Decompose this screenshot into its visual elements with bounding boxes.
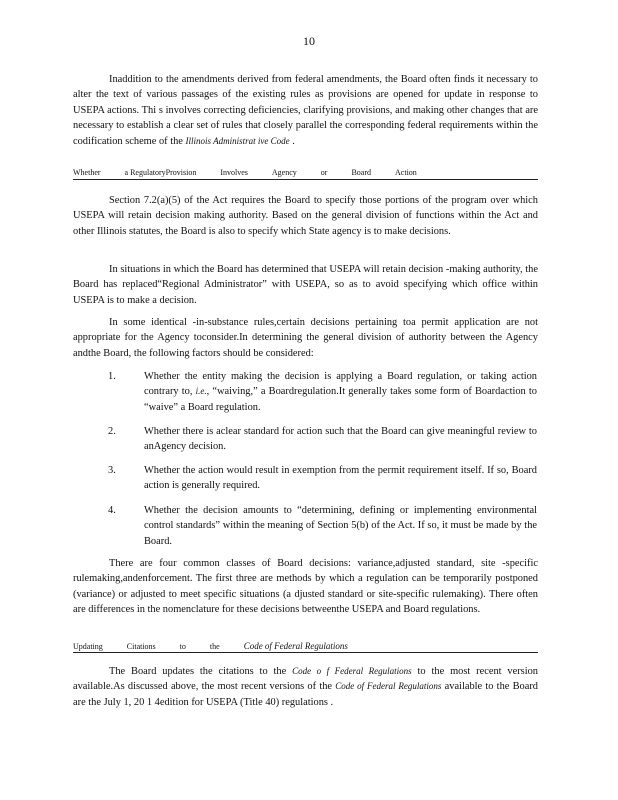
decision-classes-paragraph: There are four common classes of Board decisions: variance,adjusted standard, site -specific rulemaking,andenforcement. The first three are methods by which a regulation can be temporarily postponed (variance) or adjusted to meet specific situations (a djusted standard or site-specific rulemaking). There often are differences in the nomenclature for these decisions betweenthe USEPA and Board regulations. xyxy=(73,558,538,616)
factor-number: 2. xyxy=(108,426,116,437)
page-number: 10 xyxy=(303,34,315,48)
factor-number: 3. xyxy=(108,465,116,476)
updates-paragraph xyxy=(73,664,538,710)
updates-italic-cfr-2: Code of Federal Regulations xyxy=(335,681,442,692)
heading-word: Agency xyxy=(271,168,297,177)
updates-text-b: to the most recent version available.As discussed above, the most recent versions of the xyxy=(73,666,538,693)
heading-word: to xyxy=(179,642,186,651)
section-72-paragraph: Section 7.2(a)(5) of the Act requires the Board to specify those portions of the program over which USEPA will retain decision making authority. Based on the general division of functions within the Act and other Illinois statutes, the Board is also to specify which State agency is to make decisions. xyxy=(73,195,538,237)
factor-text: Whether the decision amounts to “determining, defining or implementing environmental control standards” within the meaning of Section 5(b) of the Act. If so, it must be made by the Board. xyxy=(144,505,537,547)
situations-paragraph: In situations in which the Board has determined that USEPA will retain decision -making authority, the Board has replaced“Regional Administrator” with USEPA, so as to avoid specifying which office within USEPA is to make a decision. xyxy=(73,264,538,306)
heading-word: or xyxy=(320,168,328,177)
factor-text: Whether the action would result in exemption from the permit requirement itself. If so, Board action is generally required. xyxy=(144,465,537,492)
heading-agency-board xyxy=(73,168,538,180)
factor-number: 1. xyxy=(108,371,116,382)
factor-text-a: Whether the entity making the decision is applying a Board regulation, or taking action contrary to, xyxy=(144,371,537,398)
heading-word: a RegulatoryProvision xyxy=(124,168,197,177)
factor-italic: i.e. xyxy=(195,386,207,397)
factor-number: 4. xyxy=(108,505,116,516)
heading-italic-title: Code of Federal Regulations xyxy=(243,641,348,651)
factor-text xyxy=(144,369,537,415)
updates-italic-cfr: Code o f Federal Regulations xyxy=(292,666,412,676)
intro-italic-title: Illinois Administrat ive Code xyxy=(185,135,290,146)
intro-text: Inaddition to the amendments derived from federal amendments, the Board often finds it necessary to alter the text of various passages of the existing rules as provisions are opened for update in response to USEPA actions. Thi s involves correcting deficiencies, clarifying provisions, and making other changes that are necessary to establish a clear set of rules that closely parallel the corresponding federal requirements within the codification scheme of the xyxy=(73,74,538,147)
heading-word: Board xyxy=(351,168,372,177)
heading-word: Citations xyxy=(126,642,156,651)
heading-word: Updating xyxy=(73,642,103,651)
identical-paragraph: In some identical -in-substance rules,certain decisions pertaining toa permit application are not appropriate for the Agency toconsider.In determining the general division of authority between the Agency andthe Board, the following factors should be considered: xyxy=(73,317,538,359)
heading-updating-citations xyxy=(73,641,538,653)
factor-text: Whether there is aclear standard for action such that the Board can give meaningful review to anAgency decision. xyxy=(144,426,537,453)
intro-paragraph xyxy=(73,72,538,149)
intro-end: . xyxy=(292,135,295,147)
updates-text-c: available to the Board are the July 1, 20 1 4edition for USEPA (Title 40) regulations . xyxy=(73,681,539,708)
heading-word: Involves xyxy=(220,168,248,177)
heading-word: Action xyxy=(395,168,417,177)
heading-word: Whether xyxy=(73,168,101,177)
heading-word: the xyxy=(209,642,220,651)
updates-text-a: The Board updates the citations to the xyxy=(109,666,293,677)
factor-text-b: , “waiving,” a Boardregulation.It generally takes some form of Boardaction to “waive” a Board regulation. xyxy=(144,386,537,413)
